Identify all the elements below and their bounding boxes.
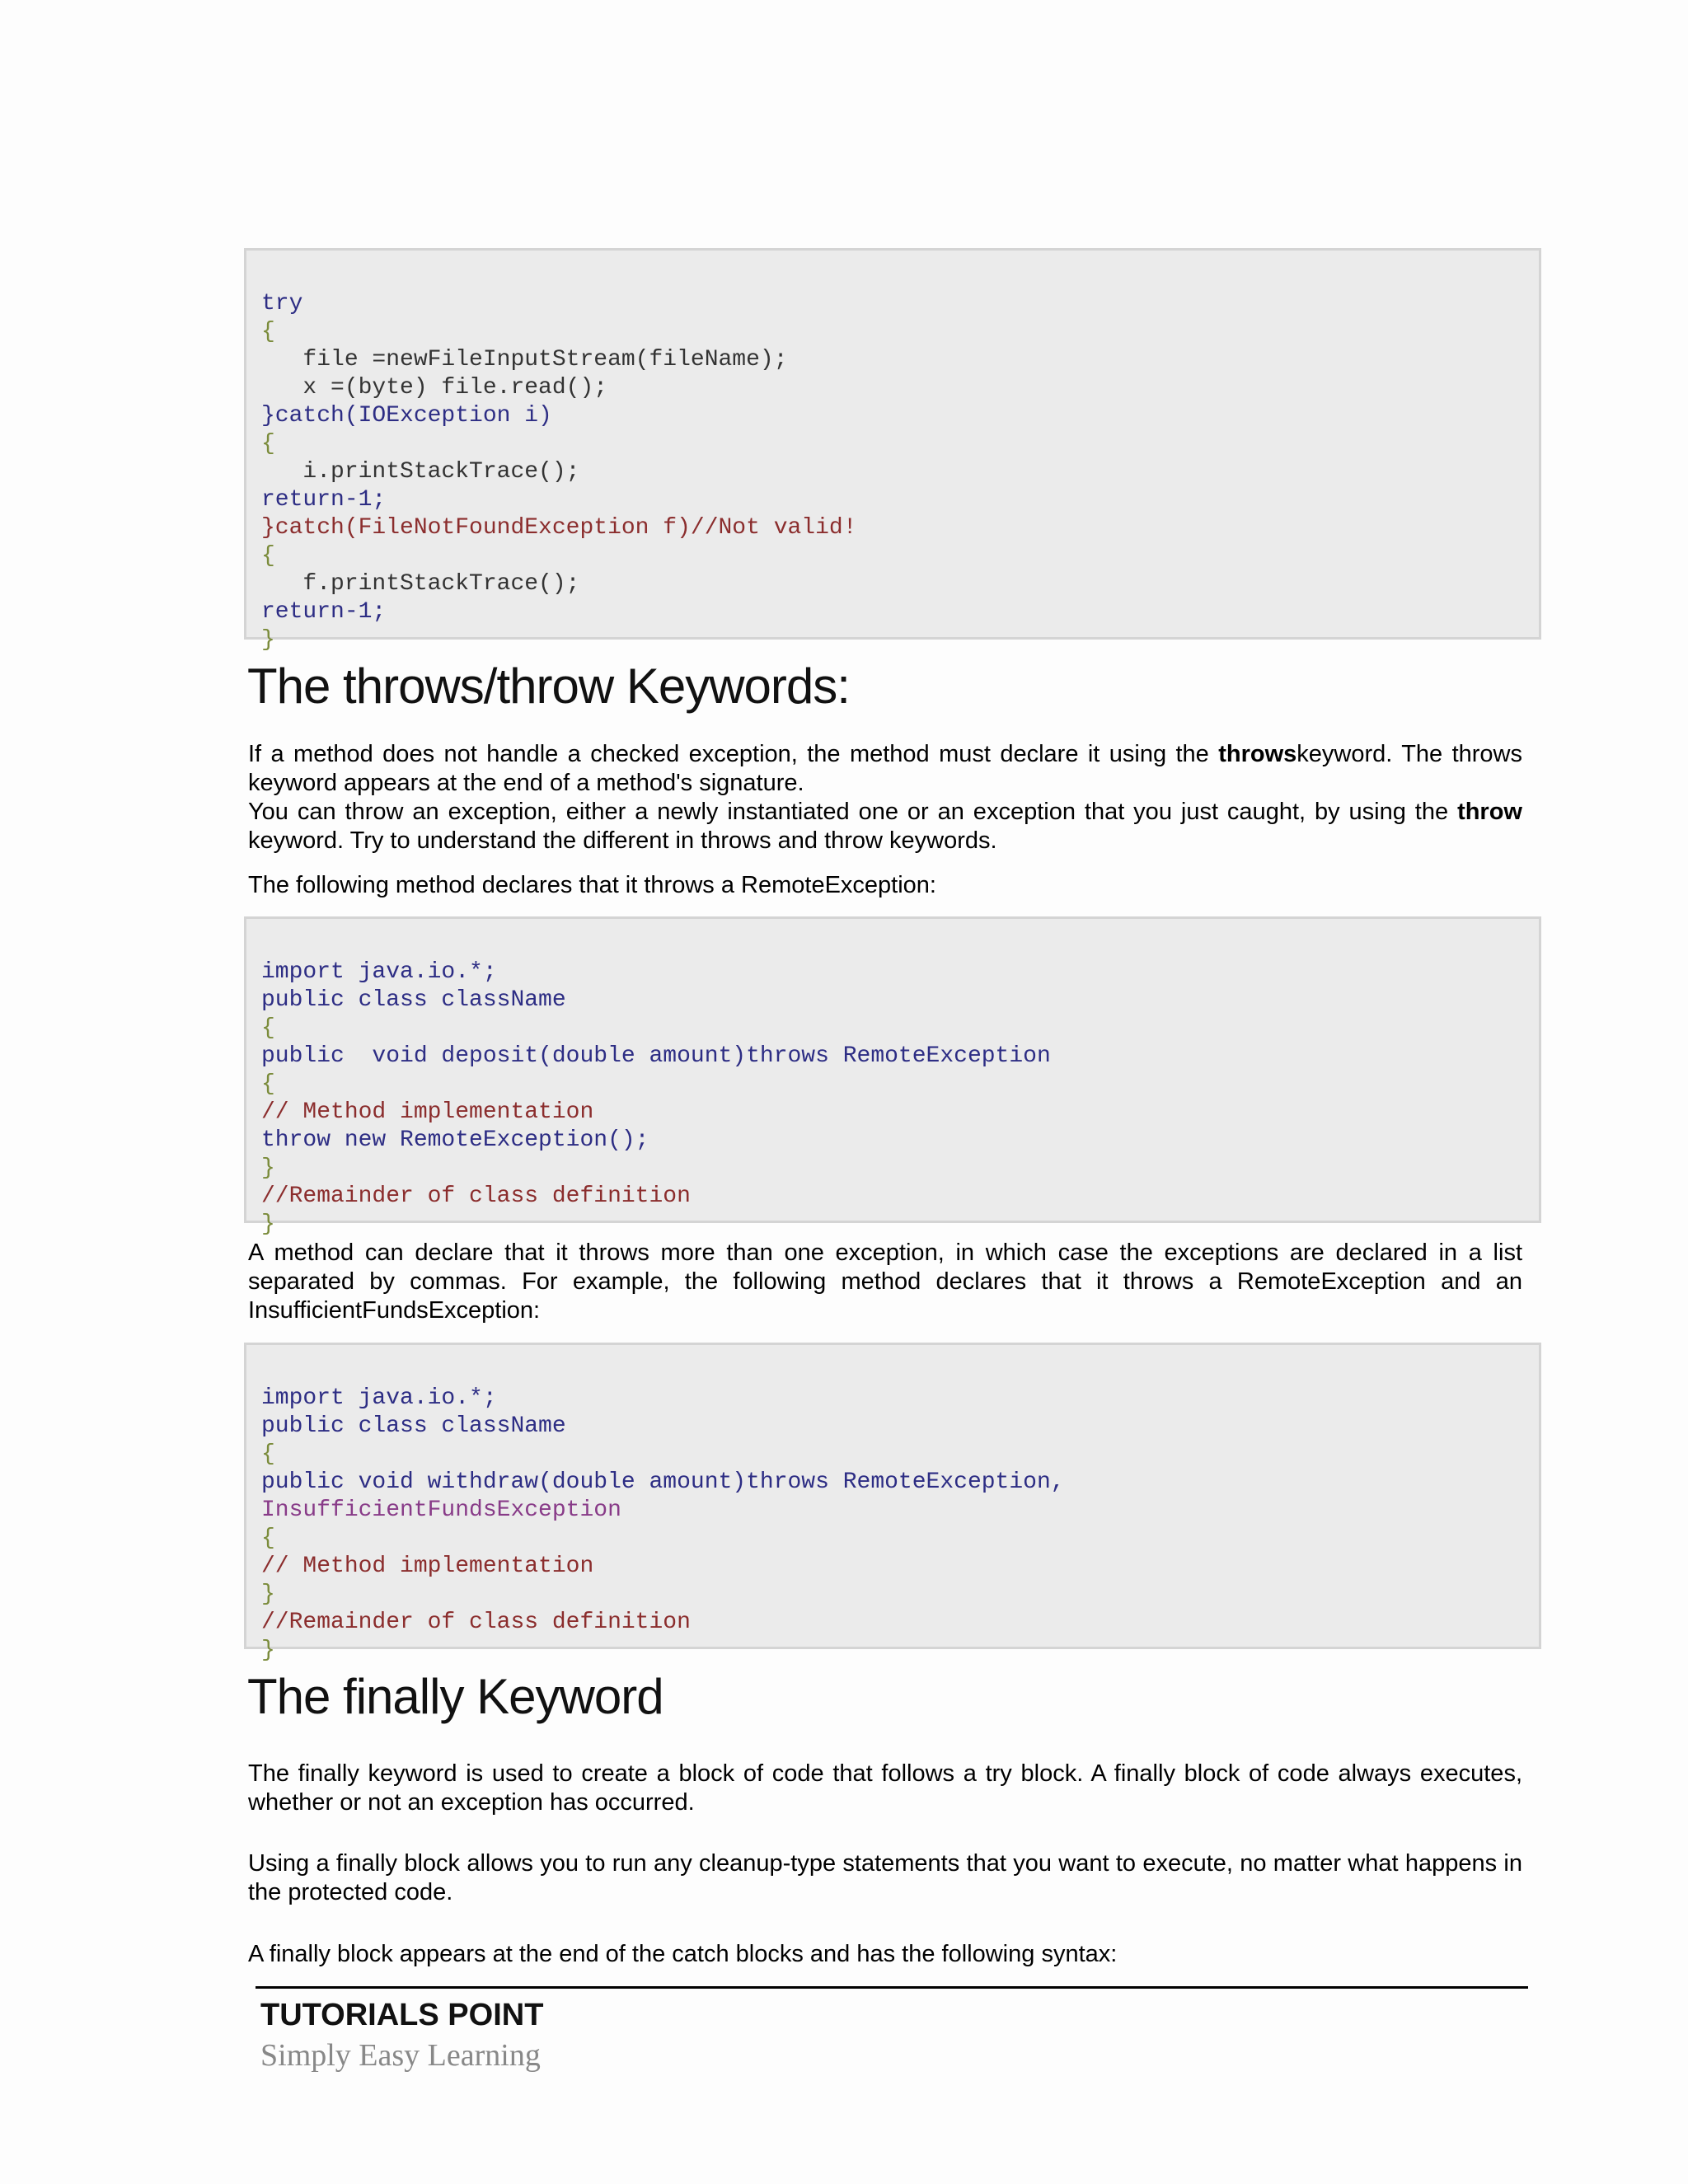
code-line: } xyxy=(261,1212,275,1237)
code-line: //Remainder of class definition xyxy=(261,1610,691,1635)
paragraph-finally-intro: The finally keyword is used to create a block of code that follows a try block. A finally block of code always executes, whether or not an exception has occurred. xyxy=(248,1760,1522,1816)
code-line: file =newFileInputStream(fileName); xyxy=(261,347,788,373)
code-line: i.printStackTrace(); xyxy=(261,459,580,485)
footer-tagline: Simply Easy Learning xyxy=(260,2038,541,2073)
code-line: public class className xyxy=(261,987,566,1013)
footer-divider xyxy=(256,1986,1528,1989)
code-line: public void deposit(double amount)throws RemoteException xyxy=(261,1043,1051,1069)
code-line: import java.io.*; xyxy=(261,959,497,985)
heading-finally: The finally Keyword xyxy=(247,1669,663,1724)
code-line: { xyxy=(261,431,275,457)
code-line: { xyxy=(261,543,275,569)
code-line: // Method implementation xyxy=(261,1554,594,1579)
code-line: { xyxy=(261,1526,275,1551)
heading-throws: The throws/throw Keywords: xyxy=(247,658,850,714)
code-line: } xyxy=(261,1582,275,1607)
code-line: }catch(FileNotFoundException f)//Not valid! xyxy=(261,515,857,541)
paragraph-throws-intro: If a method does not handle a checked exception, the method must declare it using the throwskeyword. The throws keyword appears at the end of a method's signature. You can throw an exception, either a newly instantiated one or an exception that you just caught, by using the throw keyword. Try to understand the different in throws and throw keywords. xyxy=(248,741,1522,854)
paragraph-multiple-exceptions: A method can declare that it throws more than one exception, in which case the exceptions are declared in a list separated by commas. For example, the following method declares that it throws a RemoteException and an InsufficientFundsException: xyxy=(248,1240,1522,1324)
code-line: x =(byte) file.read(); xyxy=(261,375,608,401)
code-line: // Method implementation xyxy=(261,1099,594,1125)
code-line: { xyxy=(261,319,275,344)
code-line: }catch(IOException i) xyxy=(261,403,552,429)
code-line: return-1; xyxy=(261,599,387,625)
code-line: { xyxy=(261,1441,275,1467)
code-block-try-catch xyxy=(244,248,1541,653)
code-line: //Remainder of class definition xyxy=(261,1183,691,1209)
code-line: { xyxy=(261,1015,275,1041)
code-line: f.printStackTrace(); xyxy=(261,571,580,597)
paragraph-finally-cleanup: Using a finally block allows you to run any cleanup-type statements that you want to execute, no matter what happens in the protected code. xyxy=(248,1850,1522,1905)
code-line: throw new RemoteException(); xyxy=(261,1127,649,1153)
footer-brand: TUTORIALS POINT xyxy=(260,1998,544,2032)
code-line: } xyxy=(261,627,275,653)
paragraph-finally-syntax: A finally block appears at the end of the catch blocks and has the following syntax: xyxy=(248,1941,1118,1967)
code-block-withdraw xyxy=(244,1343,1541,1663)
code-line: public class className xyxy=(261,1413,566,1439)
code-line: { xyxy=(261,1071,275,1097)
code-line: import java.io.*; xyxy=(261,1385,497,1411)
code-line: public void withdraw(double amount)throws RemoteException, xyxy=(261,1469,1065,1495)
code-line: return-1; xyxy=(261,487,387,513)
code-block-deposit xyxy=(244,916,1541,1237)
code-line: try xyxy=(261,291,303,316)
paragraph-remote-exception: The following method declares that it throws a RemoteException: xyxy=(248,872,936,898)
code-line: } xyxy=(261,1155,275,1181)
code-line: } xyxy=(261,1638,275,1663)
code-line: InsufficientFundsException xyxy=(261,1497,621,1523)
